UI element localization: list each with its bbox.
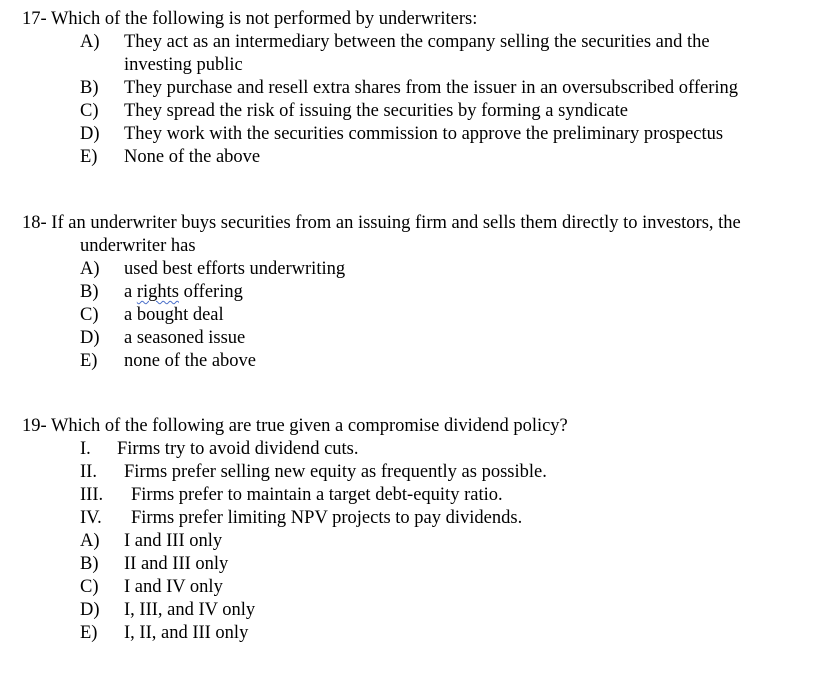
q19-statement-iv-text: Firms prefer limiting NPV projects to pay dividends. (131, 508, 523, 528)
question-17-stem: 17- Which of the following is not performed by underwriters: (22, 9, 478, 29)
question-18-stem-cont: underwriter has (80, 236, 196, 256)
q18-option-c-label: C) (80, 305, 99, 325)
q19-option-d-label: D) (80, 600, 100, 620)
question-19-stem: 19- Which of the following are true given a compromise dividend policy? (22, 416, 568, 436)
q17-option-c-label: C) (80, 101, 99, 121)
q19-option-e-text: I, II, and III only (124, 623, 249, 643)
q18-option-a-label: A) (80, 259, 100, 279)
q17-option-e-label: E) (80, 147, 98, 167)
q19-option-a-text: I and III only (124, 531, 223, 551)
q19-option-b-text: II and III only (124, 554, 229, 574)
q17-option-d-label: D) (80, 124, 100, 144)
q18-option-b-text (124, 281, 243, 304)
q18-option-b-suffix: offering (178, 282, 243, 302)
q17-option-b-text: They purchase and resell extra shares from the issuer in an oversubscribed offering (124, 78, 739, 98)
q18-option-e-text: none of the above (124, 351, 257, 371)
q18-option-b-prefix: a (124, 282, 137, 302)
q17-option-a-label: A) (80, 32, 100, 52)
q18-option-d-label: D) (80, 328, 100, 348)
q19-statement-i-label: I. (80, 439, 91, 459)
q17-option-a-text-cont: investing public (124, 55, 243, 75)
question-18-stem: 18- If an underwriter buys securities from an issuing firm and sells them directly to investors, the (22, 213, 741, 233)
q19-statement-i-text: Firms try to avoid dividend cuts. (117, 439, 359, 459)
q17-option-c-text: They spread the risk of issuing the securities by forming a syndicate (124, 101, 628, 121)
q18-option-a-text: used best efforts underwriting (124, 259, 346, 279)
q19-statement-iii-label: III. (80, 485, 104, 505)
q17-option-a-text: They act as an intermediary between the company selling the securities and the (124, 32, 710, 52)
q17-option-b-label: B) (80, 78, 99, 98)
q19-option-e-label: E) (80, 623, 98, 643)
q18-option-c-text: a bought deal (124, 305, 224, 325)
q19-option-c-label: C) (80, 577, 99, 597)
q19-statement-ii-label: II. (80, 462, 97, 482)
q18-option-e-label: E) (80, 351, 98, 371)
q17-option-e-text: None of the above (124, 147, 261, 167)
q19-statement-iv-label: IV. (80, 508, 102, 528)
q19-statement-iii-text: Firms prefer to maintain a target debt-equity ratio. (131, 485, 503, 505)
q19-option-d-text: I, III, and IV only (124, 600, 256, 620)
q19-option-c-text: I and IV only (124, 577, 223, 597)
q19-option-a-label: A) (80, 531, 100, 551)
q17-option-d-text: They work with the securities commission to approve the preliminary prospectus (124, 124, 724, 144)
q19-statement-ii-text: Firms prefer selling new equity as frequently as possible. (124, 462, 547, 482)
q18-option-b-label: B) (80, 282, 99, 302)
q19-option-b-label: B) (80, 554, 99, 574)
q18-option-d-text: a seasoned issue (124, 328, 246, 348)
spellcheck-flagged-word[interactable]: rights (136, 282, 179, 302)
